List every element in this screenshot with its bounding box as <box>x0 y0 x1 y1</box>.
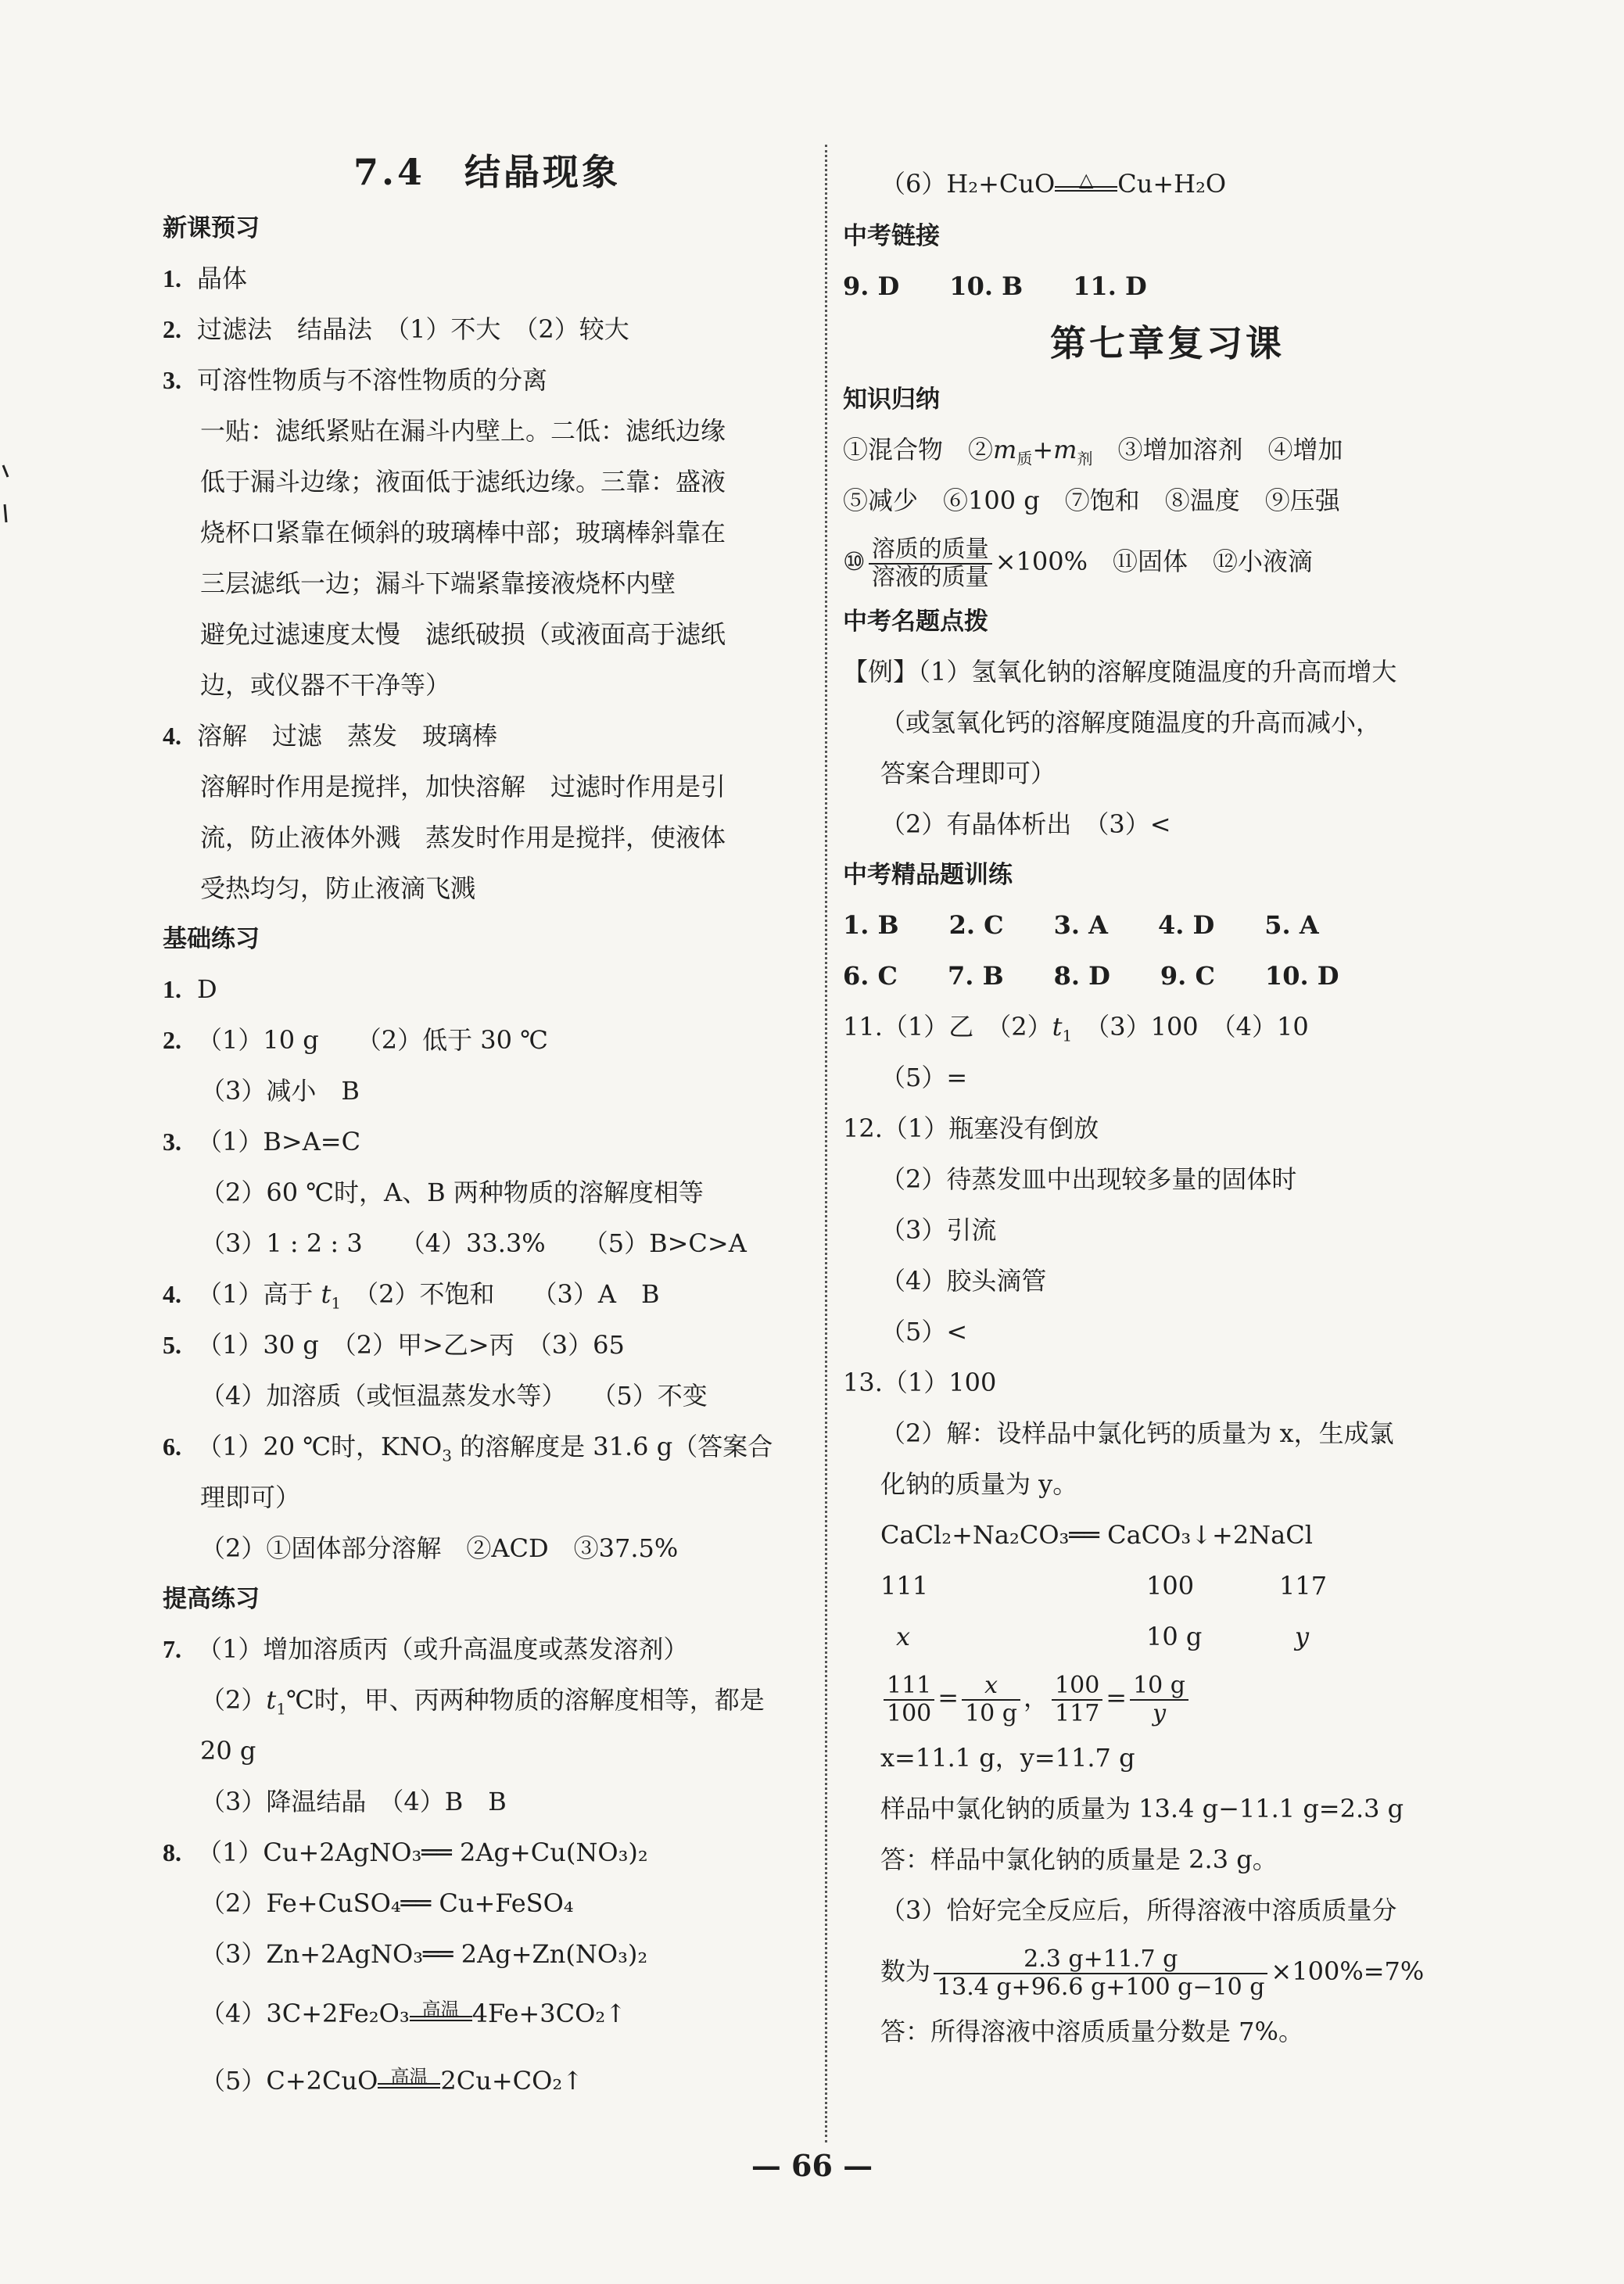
answer-line: 4. 溶解 过滤 蒸发 玻璃棒 <box>163 721 498 751</box>
answer-line: （3）减小 B <box>200 1076 360 1106</box>
heading-preview: 新课预习 <box>163 214 260 242</box>
answer-line: 样品中氯化钠的质量为 13.4 g−11.1 g=2.3 g <box>880 1794 1404 1823</box>
fraction: $\frac{100}{117}$ <box>1052 1673 1102 1727</box>
answer-line: （3）降温结晶 （4）B B <box>200 1787 507 1816</box>
answer-line: 1. 晶体 <box>163 264 248 293</box>
answer-line: 受热均匀，防止液滴飞溅 <box>200 873 476 903</box>
mass-row: 111 100 117 <box>880 1571 1328 1601</box>
answer-line: ⑤减少 ⑥100 g ⑦饱和 ⑧温度 ⑨压强 <box>843 486 1340 515</box>
answer-line: 【例】（1）氢氧化钠的溶解度随温度的升高而增大 <box>843 657 1397 687</box>
fraction: $\frac{111}{100}$ <box>884 1673 934 1727</box>
page-number: — 66 — <box>751 2148 873 2183</box>
answer-line: 6. C 7. B 8. D 9. C 10. D <box>843 961 1339 991</box>
answer-line: 7. （1）增加溶质丙（或升高温度或蒸发溶剂） <box>163 1634 689 1664</box>
margin-mark <box>0 461 11 524</box>
answer-line: 答：样品中氯化钠的质量是 2.3 g。 <box>880 1845 1278 1874</box>
answer-line: 边，或仪器不干净等） <box>200 670 451 700</box>
answer-line: （3）恰好完全反应后，所得溶液中溶质质量分 <box>880 1895 1397 1925</box>
heading-famous-problems: 中考名题点拨 <box>843 608 988 636</box>
chapter-review-title: 第七章复习课 <box>1050 322 1285 364</box>
answer-line: 烧杯口紧靠在倾斜的玻璃棒中部；玻璃棒斜靠在 <box>200 518 726 547</box>
answer-line: （5）C+2CuO 高温 2Cu+CO₂↑ <box>200 2066 583 2096</box>
fraction: $\frac{\text{溶质的质量}}{\text{溶液的质量}}$ <box>869 536 992 591</box>
heading-basic: 基础练习 <box>163 925 260 953</box>
answer-line: 12.（1）瓶塞没有倒放 <box>843 1113 1099 1143</box>
answer-line: 避免过滤速度太慢 滤纸破损（或液面高于滤纸 <box>200 619 726 649</box>
answer-line: 8. （1）Cu+2AgNO₃══ 2Ag+Cu(NO₃)₂ <box>163 1838 648 1867</box>
answer-line: 化钠的质量为 y。 <box>880 1469 1078 1499</box>
answer-line: （5）< <box>880 1317 968 1346</box>
equation-line: CaCl₂+Na₂CO₃══ CaCO₃↓+2NaCl <box>880 1520 1313 1550</box>
variable-row: x 10 g y <box>896 1622 1310 1651</box>
left-column <box>163 141 812 2114</box>
answer-line: 1. B 2. C 3. A 4. D 5. A <box>843 910 1319 940</box>
answer-line: 理即可） <box>200 1483 301 1512</box>
answer-line: （3）Zn+2AgNO₃══ 2Ag+Zn(NO₃)₂ <box>200 1939 648 1969</box>
answer-line: 6. （1）20 ℃时，$KNO_3$ 的溶解度是 31.6 g（答案合 <box>163 1432 773 1465</box>
answer-line: 三层滤纸一边；漏斗下端紧靠接液烧杯内壁 <box>200 568 676 598</box>
answer-line: 流，防止液体外溅 蒸发时作用是搅拌，使液体 <box>200 823 726 852</box>
section-title: 7.4 结晶现象 <box>353 151 622 193</box>
answer-line: （2）有晶体析出 （3）< <box>880 809 1171 839</box>
answer-line: 20 g <box>200 1736 256 1766</box>
answer-line: x=11.1 g，y=11.7 g <box>880 1743 1135 1773</box>
answer-line: 1. D <box>163 974 217 1004</box>
answer-line: 一贴：滤纸紧贴在漏斗内壁上。二低：滤纸边缘 <box>200 416 726 446</box>
answer-line: 溶解时作用是搅拌，加快溶解 过滤时作用是引 <box>200 772 726 801</box>
answer-line: （2）解：设样品中氯化钙的质量为 x，生成氯 <box>880 1418 1394 1448</box>
fraction: $\frac{10 g}{y}$ <box>1130 1673 1188 1727</box>
answer-line: 11.（1）乙 $(2)t_1$ （3）100 （4）10 <box>843 1012 1309 1045</box>
answer-line: （4）胶头滴管 <box>880 1266 1047 1296</box>
answer-line: 3. （1）B>A=C <box>163 1127 361 1156</box>
answer-line: $(2)t_1℃$时，甲、丙两种物质的溶解度相等，都是 <box>200 1685 765 1719</box>
answer-line: （6）H₂+CuO △ Cu+H₂O <box>880 169 1227 199</box>
answer-line: （2）60 ℃时，A、B 两种物质的溶解度相等 <box>200 1178 704 1207</box>
heading-advanced: 提高练习 <box>163 1585 260 1613</box>
answer-line: （或氢氧化钙的溶解度随温度的升高而减小， <box>880 708 1382 737</box>
answer-line: 9. D 10. B 11. D <box>843 271 1147 301</box>
answer-line: 答：所得溶液中溶质质量分数是 7%。 <box>880 2017 1303 2046</box>
answer-line: 13.（1）100 <box>843 1368 997 1397</box>
answer-line: （3）1 : 2 : 3 （4）33.3% （5）B>C>A <box>200 1228 747 1258</box>
fraction: $\frac{2.3 g+11.7 g}{13.4 g+96.6 g+100 g-10 g}$ <box>934 1946 1267 2001</box>
fraction: $\frac{x}{10 g}$ <box>962 1673 1020 1727</box>
heading-exam-link: 中考链接 <box>843 222 940 250</box>
answer-line: （2）待蒸发皿中出现较多量的固体时 <box>880 1164 1297 1194</box>
answer-line: ⑩ $\frac{\text{溶质的质量}}{\text{溶液的质量}}$ ×100% ⑪固体 ⑫小液滴 <box>843 535 1313 591</box>
answer-line: 答案合理即可） <box>880 758 1056 788</box>
answer-line: （2）Fe+CuSO₄══ Cu+FeSO₄ <box>200 1888 574 1918</box>
answer-line: 3. 可溶性物质与不溶性物质的分离 <box>163 365 548 395</box>
answer-line: 数为 $\frac{2.3 g+11.7 g}{13.4 g+96.6 g+100 g-10 g}$ ×100%=7% <box>880 1945 1425 2001</box>
answer-line: （3）引流 <box>880 1215 997 1245</box>
answer-line: （4）3C+2Fe₂O₃ 高温 4Fe+3CO₂↑ <box>200 1999 626 2028</box>
right-column <box>843 156 1492 2057</box>
answer-line: （4）加溶质（或恒温蒸发水等） （5）不变 <box>200 1381 708 1411</box>
answer-line: 2. 过滤法 结晶法 （1）不大 （2）较大 <box>163 314 629 344</box>
heading-training: 中考精品题训练 <box>843 861 1013 889</box>
heading-knowledge: 知识归纳 <box>843 385 940 414</box>
answer-line: ①混合物 $②m_质+m_剂$ ③增加溶剂 ④增加 <box>843 435 1343 468</box>
answer-line: 2. （1）10 g （2）低于 30 ℃ <box>163 1025 548 1055</box>
answer-line: （5）= <box>880 1063 968 1092</box>
column-divider <box>825 145 827 2142</box>
answer-line: 低于漏斗边缘；液面低于滤纸边缘。三靠：盛液 <box>200 467 726 497</box>
proportion-line: $\frac{111}{100}$ = $\frac{x}{10 g}$ ， $\frac{100}{117}$ = $\frac{10 g}{y}$ <box>843 1662 1492 1733</box>
answer-line: 4. （1）高于 $t_1$ （2）不饱和 （3）A B <box>163 1279 660 1313</box>
answer-line: （2）①固体部分溶解 ②ACD ③37.5% <box>200 1533 679 1563</box>
answer-line: 5. （1）30 g （2）甲>乙>丙 （3）65 <box>163 1330 625 1360</box>
